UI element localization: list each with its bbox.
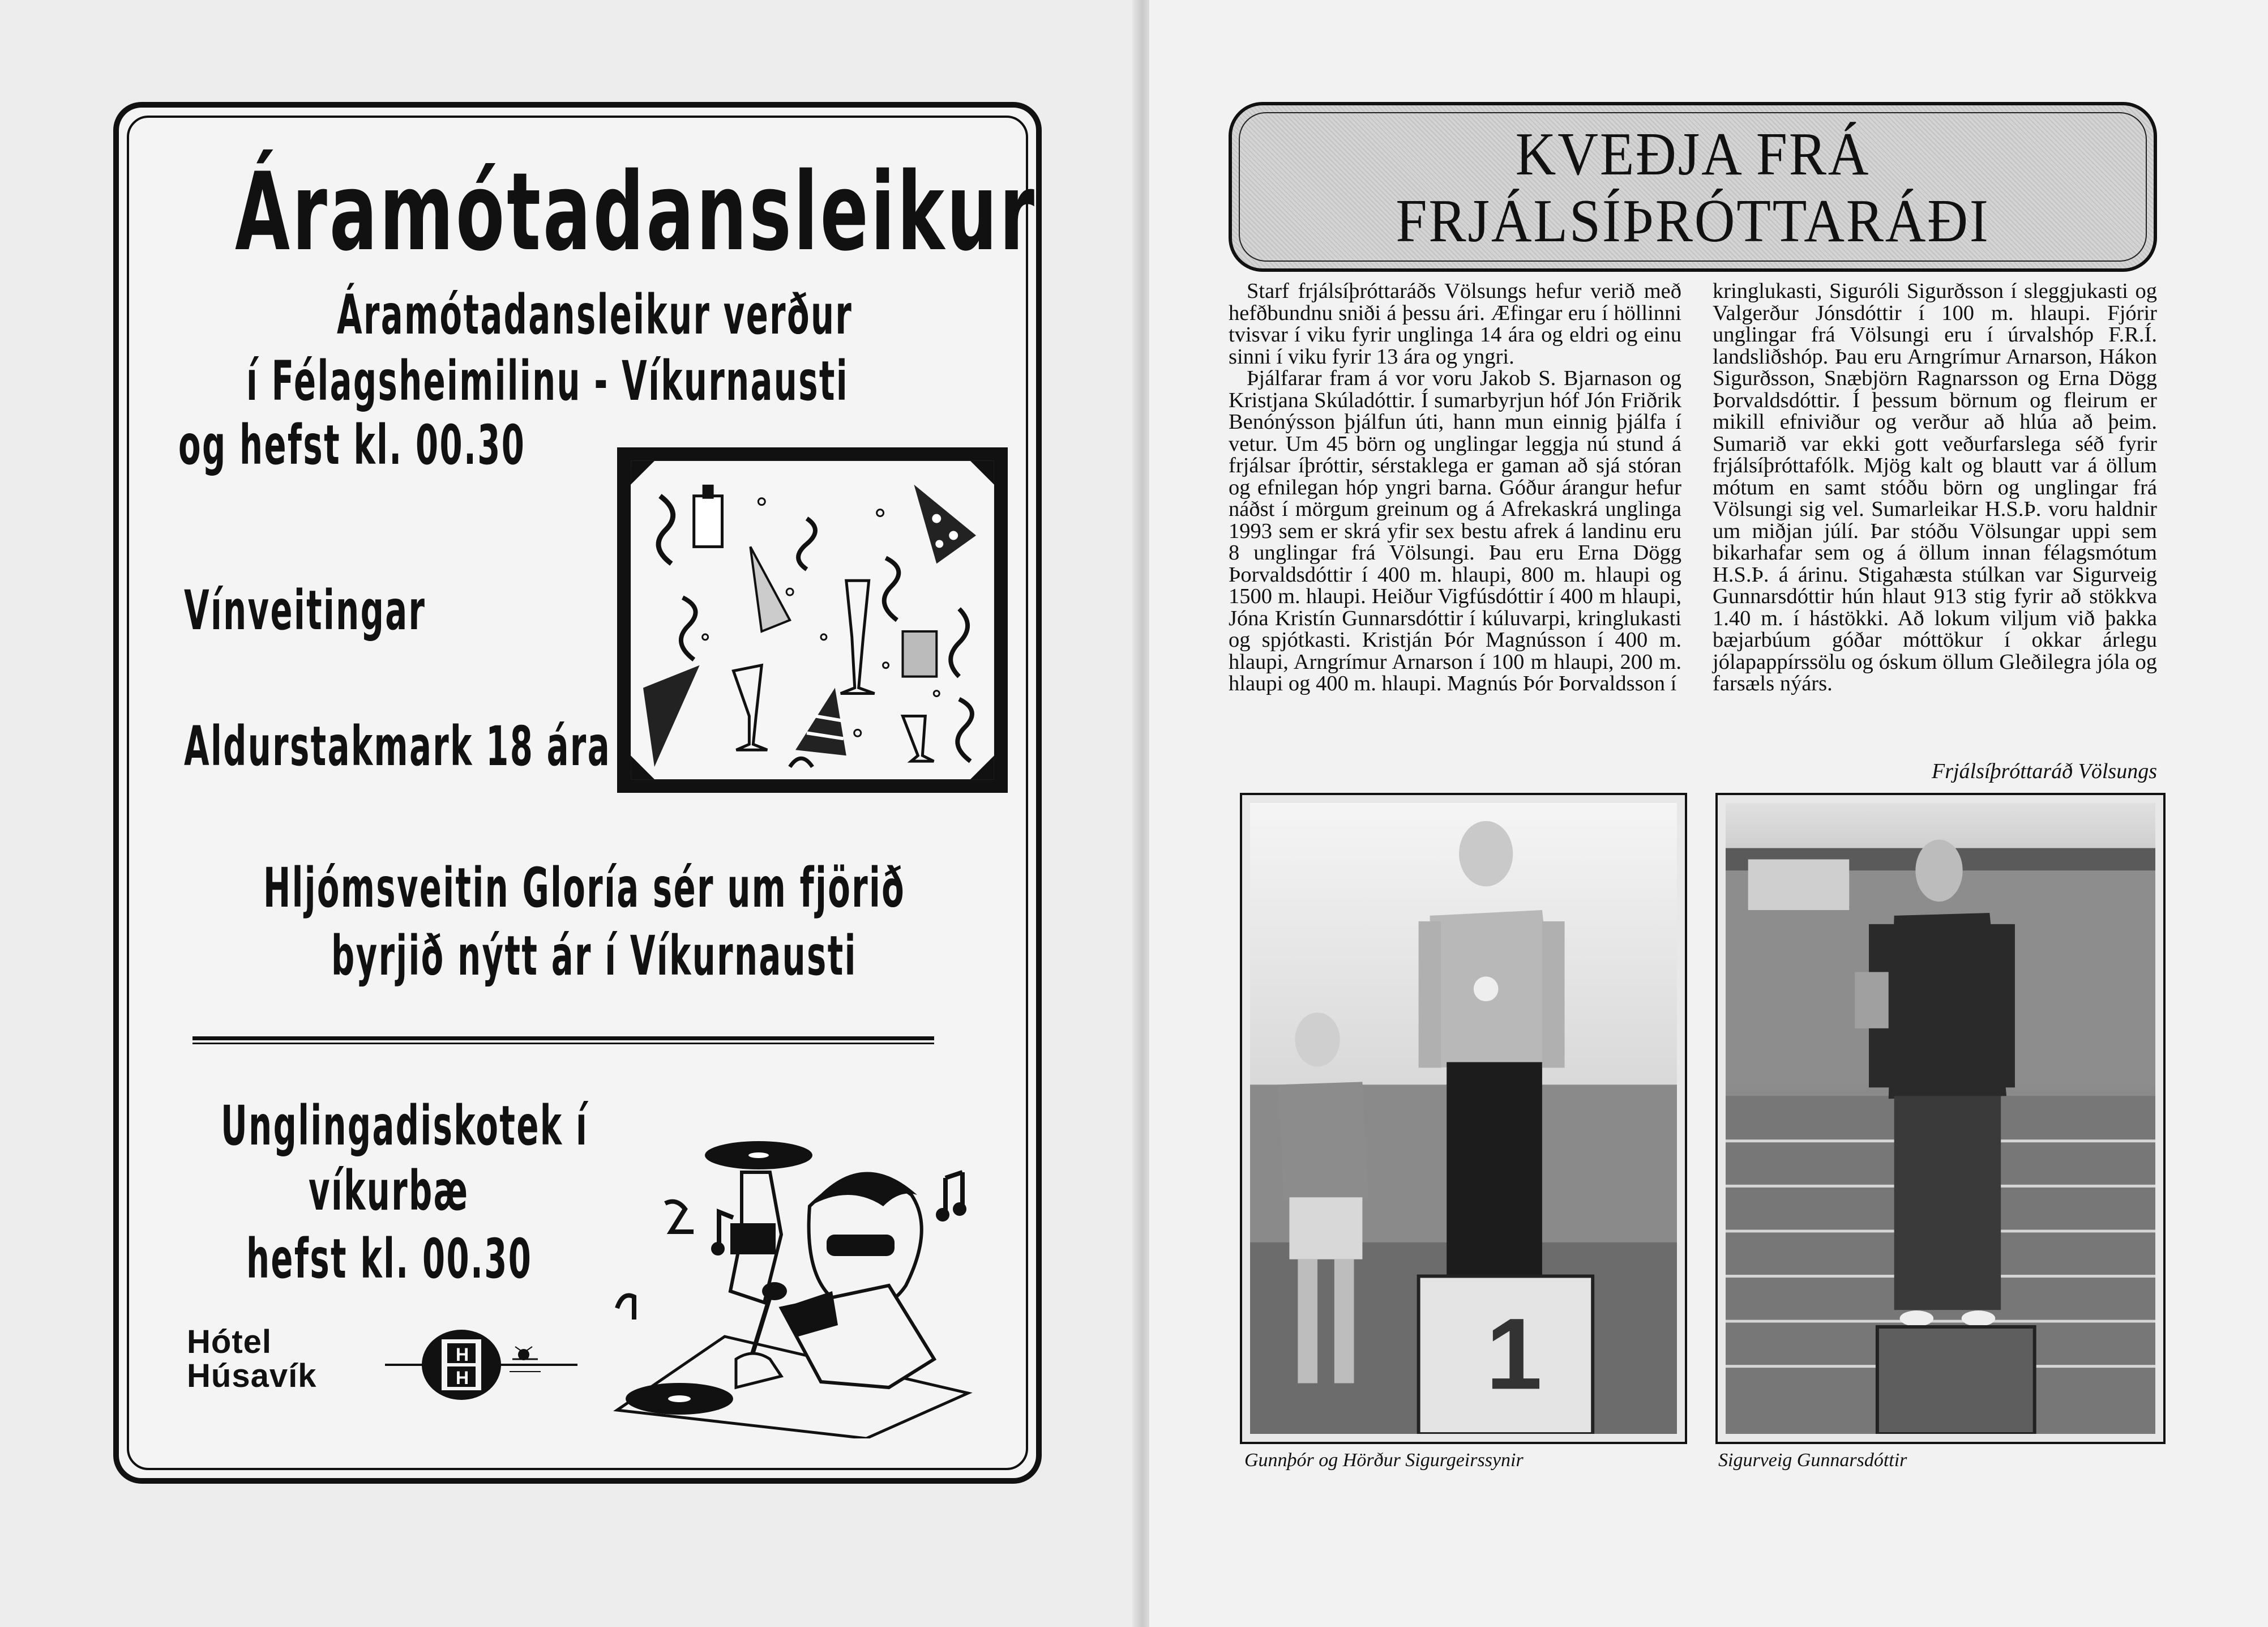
- paragraph: kringlukasti, Siguróli Sigurðsson í sleggjukasti og Valgerður Jónsdóttir í 100 m. hlaupi. Fjórir unglingar frá Völsungi eru í úrvalshóp F.R.Í. landsliðshóp. Þau eru Arngrímur Arnarson, Hákon Sigurðsson, Snæbjörn Ragnarsson og Erna Dögg Þorvaldsdóttir. Í þessum börnum og fleirum er mikill efniviður og verður að hlúa að þeim. Sumarið var ekki gott veðurfarslega séð fyrir frjálsíþróttafólk. Mjög kalt og blautt var á öllum mótum en samt stóðu börn og unglingar frá Völsungi sig vel. Sumarleikar H.S.Þ. voru haldnir um miðjan júlí. Þar stóðu Völsungar uppi sem bikarhafar sem og á öllum innan félagsmótum H.S.Þ. á árinu. Stigahæsta stúlkan var Sigurveig Gunnarsdóttir hún hlaut 913 stig fyrir að stökkva 1.40 m. í hástökki. Að lokum viljum við þakka bæjarbúum góðar móttökur í okkar árlegu jólapappírssölu og óskum öllum Gleðilegra jóla og farsæls nýárs.: [1713, 279, 2157, 695]
- article-title-line-1: KVEÐJA FRÁ: [1515, 121, 1871, 188]
- hotel-logo-icon: [385, 1325, 577, 1404]
- article-column-2: [1713, 280, 2157, 695]
- teen-disco-line-3: hefst kl. 00.30: [246, 1227, 533, 1291]
- ad-divider: [192, 1036, 934, 1040]
- brothers-on-podium-image: [1250, 803, 1677, 1434]
- ad-line-2: í Félagsheimilinu - Víkurnausti: [246, 349, 849, 413]
- ad-age-limit: Aldurstakmark 18 ára: [184, 715, 611, 778]
- right-page: [1149, 0, 2268, 1627]
- ad-line-1: Áramótadansleikur verður: [337, 283, 853, 347]
- ad-drinks: Vínveitingar: [184, 579, 426, 642]
- photo-brothers: [1240, 793, 1687, 1444]
- girl-on-podium-image: [1726, 803, 2155, 1434]
- paragraph: Þjálfarar fram á vor voru Jakob S. Bjarnason og Kristjana Skúladóttir. Í sumarbyrjun hóf Jón Friðrik Benónýsson þjálfun úti, hann mun einnig þjálfa í vetur. Um 45 börn og unglingar leggja nú stund á frjálsar íþróttir, sérstaklega er gaman að sjá stóran og efnilegan hóp yngri barna. Góður árangur hefur náðst í mörgum greinum og á Afrekaskrá unglinga 1993 sem er skrá yfir sex bestu afrek á landinu eru 8 unglingar frá Völsungi. Þau eru Erna Dögg Þorvaldsdóttir í 400 m. hlaupi, 800 m. hlaupi og 1500 m. hlaupi. Heiður Vigfúsdóttir í 400 m hlaupi, Jóna Kristín Gunnarsdóttir í kúluvarpi, kringlukasti og spjótkasti. Kristján Þór Magnússon í 400 m. hlaupi, Arngrímur Arnarson í 100 m hlaupi, 200 m. hlaupi og 400 m. hlaupi. Magnús Þór Þorvaldsson í: [1229, 366, 1681, 695]
- teen-disco-line-2: víkurbæ: [309, 1159, 469, 1223]
- article-banner: [1229, 102, 2157, 272]
- hotel-logo-letter-top: H: [456, 1344, 469, 1365]
- ad-line-3: og hefst kl. 00.30: [178, 413, 526, 477]
- hotel-name: [187, 1325, 316, 1393]
- hotel-logo-letter-bottom: H: [456, 1368, 469, 1388]
- hotel-name-line-1: Hótel: [187, 1323, 272, 1360]
- party-decorations-image: [621, 451, 1004, 789]
- ad-title: Áramótadansleikur: [235, 150, 1037, 275]
- article-title-line-2: FRJÁLSÍÞRÓTTARÁÐI: [1396, 187, 1990, 255]
- party-illustration: [617, 447, 1008, 793]
- article-signature: Frjálsíþróttaráð Völsungs: [1932, 759, 2157, 783]
- article-column-1: [1229, 280, 1681, 695]
- paragraph: Starf frjálsíþróttaráðs Völsungs hefur verið með hefðbundnu sniði á þessu ári. Æfingar eru í höllinni tvisvar í viku fyrir unglinga 14 ára og eldri og einu sinni í viku fyrir 13 ára og yngri.: [1229, 279, 1681, 369]
- photo-sigurveig: [1715, 793, 2166, 1444]
- new-year-dance-ad: [113, 102, 1042, 1484]
- podium-number: 1: [1486, 1297, 1543, 1411]
- photo-caption-1: Gunnþór og Hörður Sigurgeirssynir: [1244, 1450, 1524, 1471]
- hotel-name-line-2: Húsavík: [187, 1357, 317, 1394]
- band-line-2: byrjið nýtt ár í Víkurnausti: [331, 924, 857, 988]
- photo-caption-2: Sigurveig Gunnarsdóttir: [1718, 1450, 1907, 1471]
- article-title: [1269, 121, 2117, 255]
- teen-disco-line-1: Unglingadiskotek í: [221, 1094, 589, 1158]
- band-line-1: Hljómsveitin Gloría sér um fjörið: [263, 856, 906, 920]
- dj-illustration: [594, 1121, 1025, 1438]
